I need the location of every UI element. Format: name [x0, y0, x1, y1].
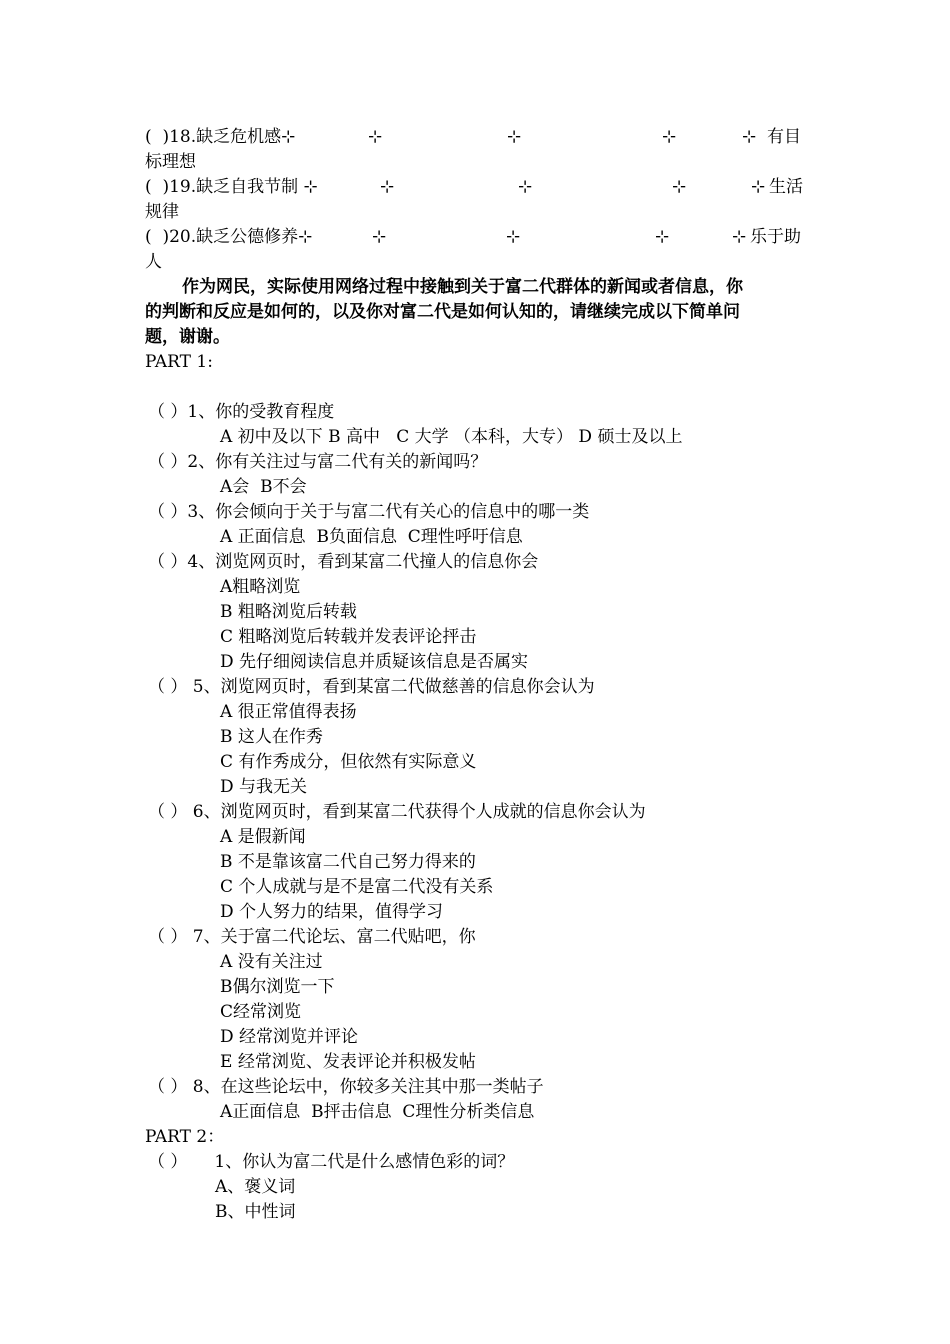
question-3: （ ）3、你会倾向于关于与富二代有关心的信息中的哪一类 [148, 502, 590, 522]
scale-mark: ⊹ [655, 227, 670, 247]
question-4-option-c: C 粗略浏览后转载并发表评论抨击 [220, 627, 477, 647]
scale-item-19-continuation: 规律 [145, 202, 179, 222]
question-1-option: A 初中及以下 B 高中 C 大学 （本科，大专） D 硕士及以上 [220, 427, 683, 447]
scale-mark: ⊹ [380, 177, 395, 197]
scale-item-18-continuation: 标理想 [145, 152, 196, 172]
question-7-option-c: C经常浏览 [220, 1002, 302, 1022]
part2-question-1-option-a: A、褒义词 [215, 1177, 296, 1197]
question-4: （ ）4、浏览网页时，看到某富二代撞人的信息你会 [148, 552, 539, 572]
question-7-option-b: B偶尔浏览一下 [220, 977, 335, 997]
question-6-option-a: A 是假新闻 [220, 827, 306, 847]
question-7-option-e: E 经常浏览、发表评论并积极发帖 [220, 1052, 476, 1072]
scale-mark: ⊹ [368, 127, 383, 147]
scale-item-18-end: 有目 [767, 127, 801, 147]
question-6-option-d: D 个人努力的结果，值得学习 [220, 902, 444, 922]
scale-mark: ⊹ [372, 227, 387, 247]
scale-mark: ⊹ [732, 227, 747, 247]
scale-item-19-end: 生活 [769, 177, 803, 197]
intro-line-1: 作为网民，实际使用网络过程中接触到关于富二代群体的新闻或者信息，你 [182, 277, 743, 297]
question-2: （ ）2、你有关注过与富二代有关的新闻吗？ [148, 452, 488, 472]
question-8-option: A正面信息 B抨击信息 C理性分析类信息 [220, 1102, 535, 1122]
question-8: （ ） 8、在这些论坛中，你较多关注其中那一类帖子 [148, 1077, 544, 1097]
intro-line-3: 题，谢谢。 [145, 327, 230, 347]
question-7: （ ） 7、关于富二代论坛、富二代贴吧，你 [148, 927, 476, 947]
question-3-option: A 正面信息 B负面信息 C理性呼吁信息 [220, 527, 523, 547]
part2-question-1-option-b: B、中性词 [215, 1202, 296, 1222]
scale-mark: ⊹ [506, 227, 521, 247]
question-5-option-a: A 很正常值得表扬 [220, 702, 357, 722]
question-6-option-c: C 个人成就与是不是富二代没有关系 [220, 877, 494, 897]
intro-line-2: 的判断和反应是如何的，以及你对富二代是如何认知的，请继续完成以下简单问 [145, 302, 740, 322]
question-5: （ ） 5、浏览网页时，看到某富二代做慈善的信息你会认为 [148, 677, 595, 697]
scale-item-20-label: ( )20.缺乏公德修养⊹ [145, 227, 313, 247]
part1-heading: PART 1: [145, 352, 213, 372]
scale-mark: ⊹ [751, 177, 766, 197]
question-7-option-a: A 没有关注过 [220, 952, 323, 972]
question-1: （ ）1、你的受教育程度 [148, 402, 335, 422]
question-6: （ ） 6、浏览网页时，看到某富二代获得个人成就的信息你会认为 [148, 802, 646, 822]
question-5-option-d: D 与我无关 [220, 777, 308, 797]
question-4-option-d: D 先仔细阅读信息并质疑该信息是否属实 [220, 652, 529, 672]
scale-item-20-continuation: 人 [145, 252, 162, 272]
scale-mark: ⊹ [672, 177, 687, 197]
question-5-option-b: B 这人在作秀 [220, 727, 323, 747]
question-5-option-c: C 有作秀成分，但依然有实际意义 [220, 752, 477, 772]
scale-item-20-end: 乐于助 [750, 227, 801, 247]
part2-heading: PART 2： [145, 1127, 225, 1147]
question-2-option: A会 B不会 [220, 477, 307, 497]
part2-question-1: （ ） 1、你认为富二代是什么感情色彩的词？ [148, 1152, 515, 1172]
scale-mark: ⊹ [742, 127, 757, 147]
scale-item-19-label: ( )19.缺乏自我节制 ⊹ [145, 177, 318, 197]
scale-mark: ⊹ [662, 127, 677, 147]
scale-item-18-label: ( )18.缺乏危机感⊹ [145, 127, 296, 147]
question-4-option-a: A粗略浏览 [220, 577, 301, 597]
question-4-option-b: B 粗略浏览后转载 [220, 602, 357, 622]
scale-mark: ⊹ [518, 177, 533, 197]
scale-mark: ⊹ [507, 127, 522, 147]
question-7-option-d: D 经常浏览并评论 [220, 1027, 359, 1047]
question-6-option-b: B 不是靠该富二代自己努力得来的 [220, 852, 476, 872]
